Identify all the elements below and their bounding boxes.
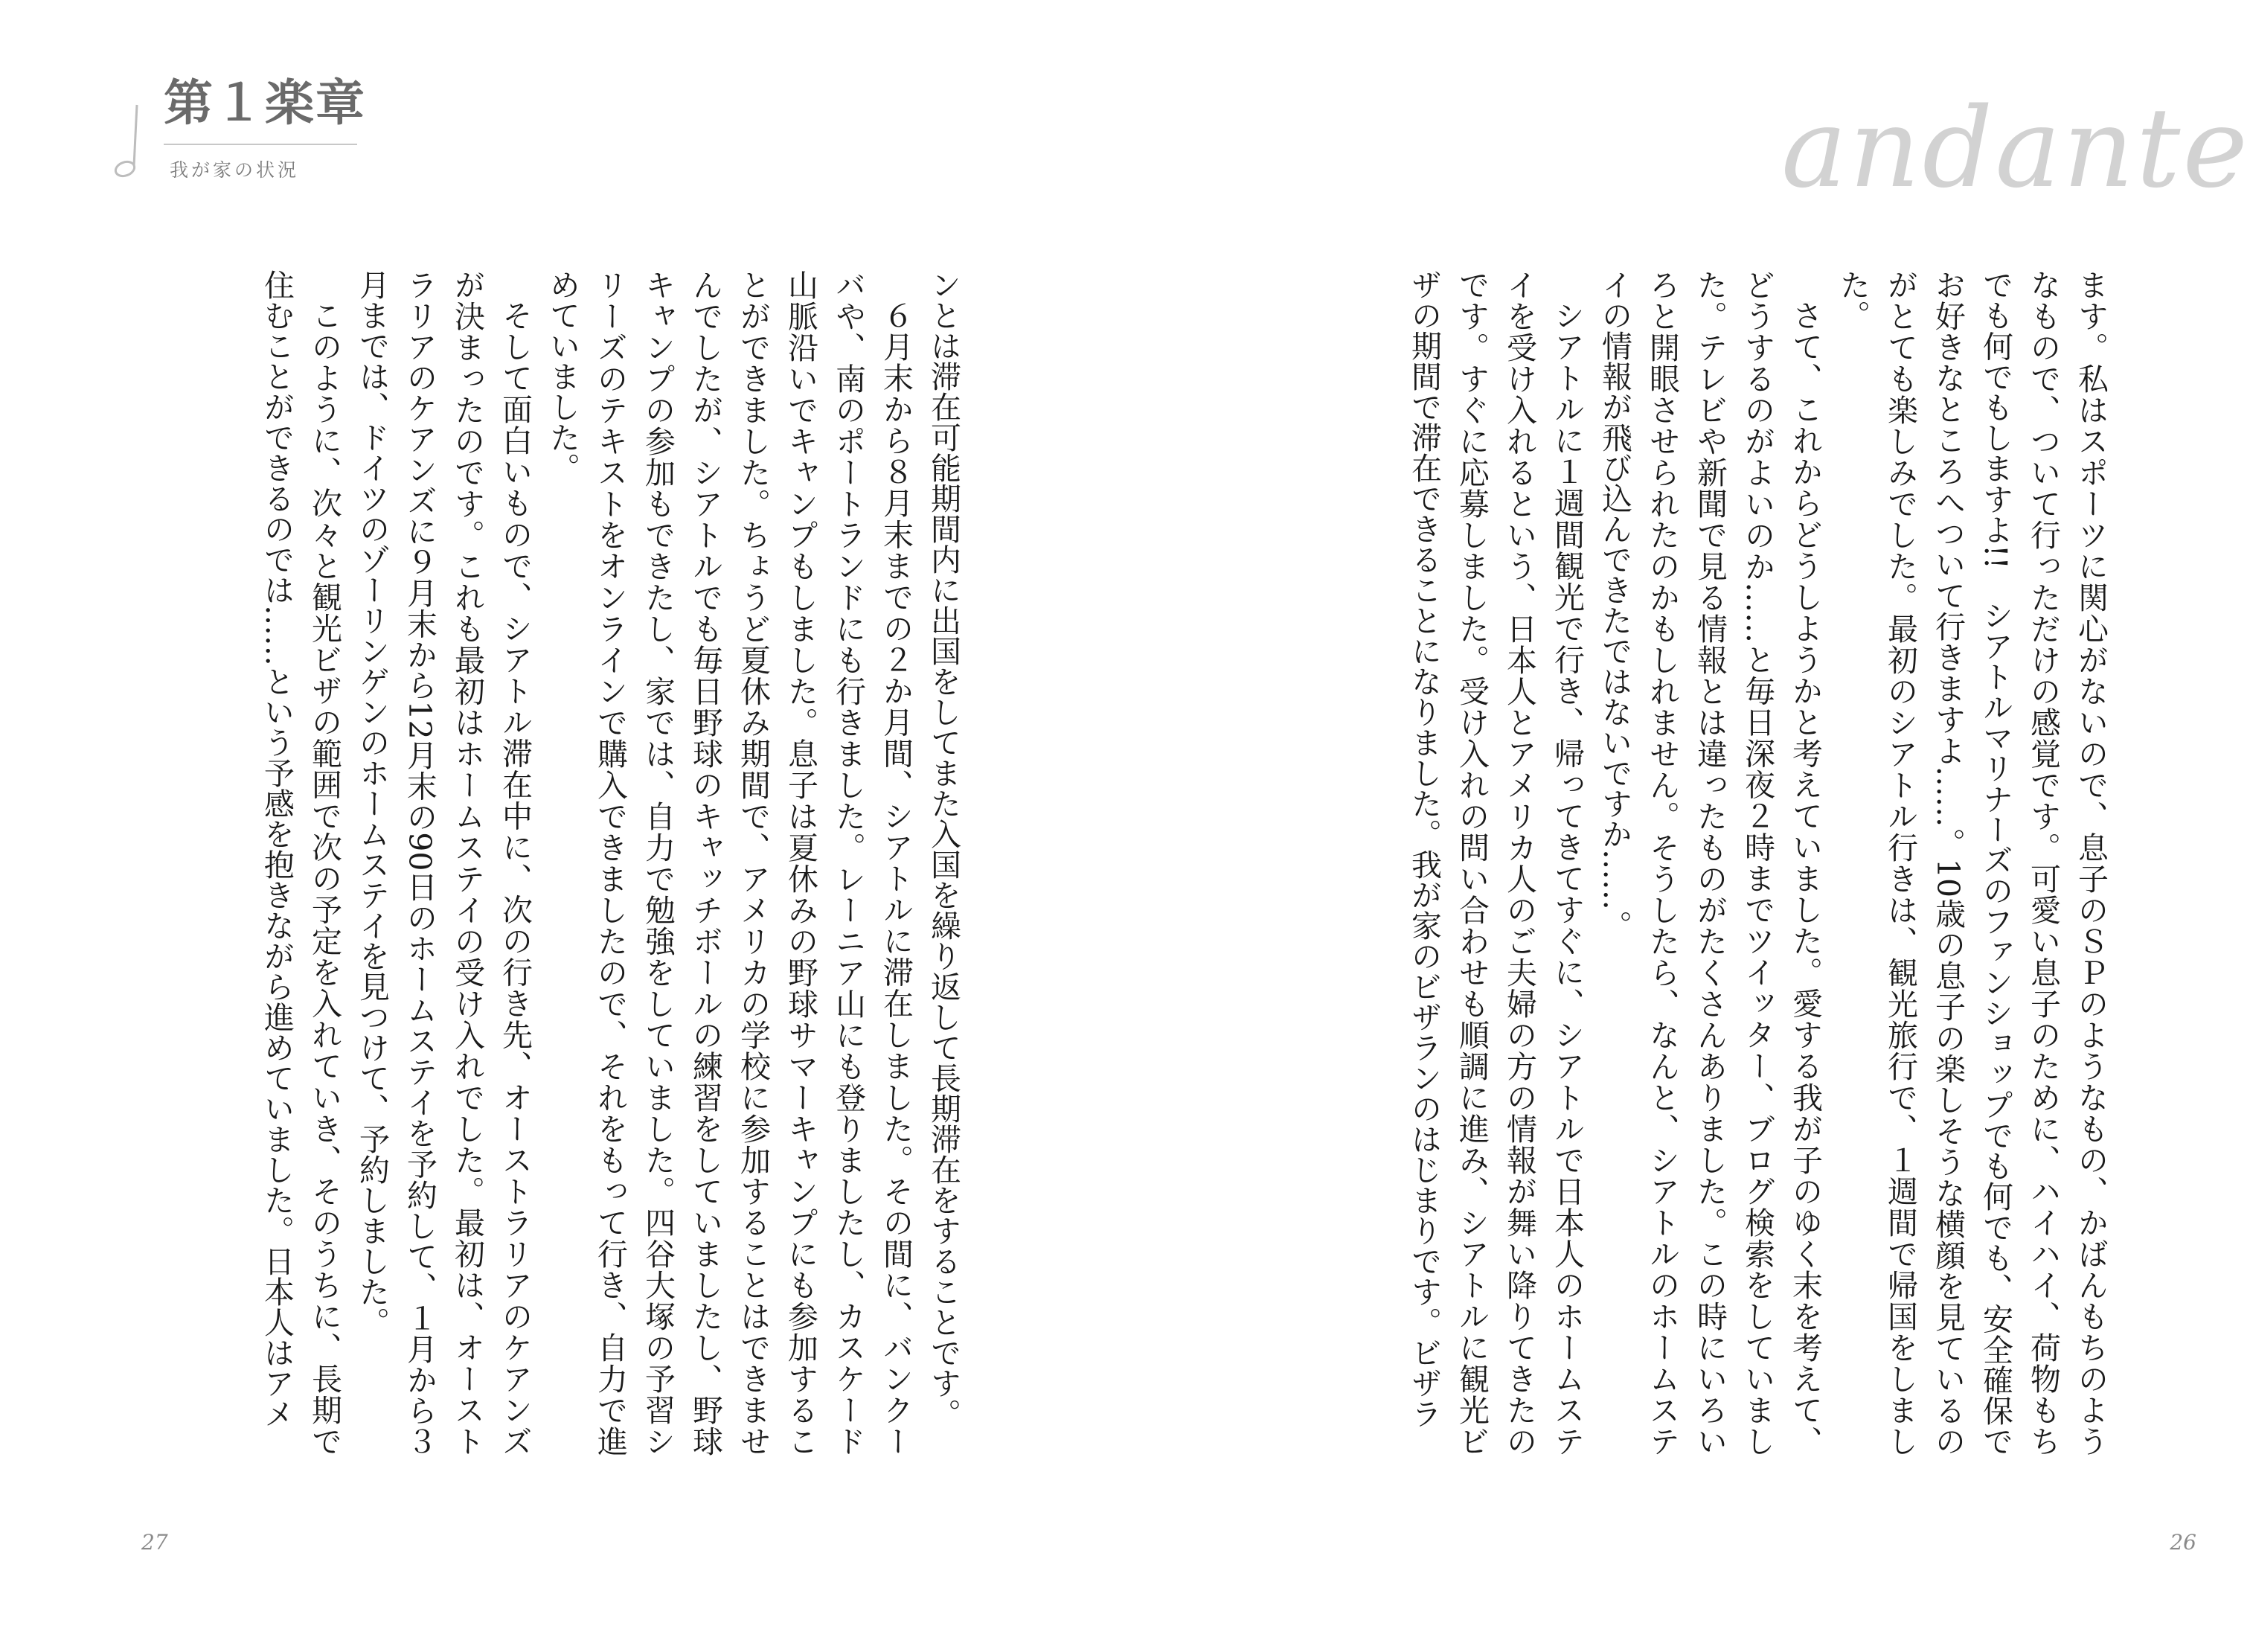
paragraph: ６月末から８月末までの２か月間、シアトルに滞在しました。その間に、バンクーバや、南のポートランドにも行きました。レーニア山にも登りましたし、カスケード山脈沿いでキャンプもしました。息子は夏休みの野球サマーキャンプにも参加することができました。ちょうど夏休み期間で、アメリカの学校に参加することはできませんでしたが、シアトルでも毎日野球のキャッチボールの練習をしていましたし、野球キャンプの参加もできたし、家では、自力で勉強をしていました。四谷大塚の予習シリーズのテキストをオンラインで購入できましたので、それをもって行き、自力で進めていました。 [545,269,914,1456]
paragraph: シアトルに１週間観光で行き、帰ってきてすぐに、シアトルで日本人のホームステイを受け入れるという、日本人とアメリカ人のご夫婦の方の情報が舞い降りてきたのです。すぐに応募しました。受け入れの問い合わせも順調に進み、シアトルに観光ビザの期間で滞在できることになりました。我が家のビザランのはじまりです。ビザラ [1406,269,1585,1456]
paragraph: ます。私はスポーツに関心がないので、息子のＳＰのようなもの、かばんもちのようなもので、ついて行っただけの感覚です。可愛い息子のために、ハイハイ、荷物もちでも何でもしますよ!! シアトルマリナーズのファンショップでも何でも、安全確保でお好きなところへついて行きますよ……。10歳の息子の楽しそうな横顔を見ているのがとても楽しみでした。最初のシアトル行きは、観光旅行で、１週間で帰国をしました。 [1835,269,2109,1456]
chapter-title-rule [164,144,357,145]
paragraph: そして面白いもので、シアトル滞在中に、次の行き先、オーストラリアのケアンズが決まったのです。これも最初はホームステイの受け入れでした。最初は、オーストラリアのケアンズに９月末から12月末の90日のホームステイを予約して、１月から３月までは、ドイツのゾーリンゲンのホームステイを見つけて、予約しました。 [354,269,533,1456]
paragraph: さて、これからどうしようかと考えていました。愛する我が子のゆく末を考えて、どうするのがよいのか……と毎日深夜２時までツイッター、ブログ検索をしていました。テレビや新聞で見る情報とは違ったものがたくさんありました。この時にいろいろと開眼させられたのかもしれません。そうしたら、なんと、シアトルのホームステイの情報が飛び込んできたではないですか……。 [1597,269,1823,1457]
music-note-icon [112,100,156,182]
paragraph: ンとは滞在可能期間内に出国をしてまた入国を繰り返して長期滞在をすることです。 [926,269,961,1429]
left-page-body [119,269,967,1456]
chapter-title: 第１楽章 [164,74,366,132]
page-number-left: 27 [141,1530,168,1555]
right-page [1125,0,2250,1652]
right-page-body [1289,269,2115,1456]
chapter-subtitle: 我が家の状況 [170,159,300,181]
page-number-right: 26 [2170,1530,2196,1555]
paragraph: このように、次々と観光ビザの範囲で次の予定を入れていき、そのうちに、長期で住むことができるのでは……という予感を抱きながら進めていました。日本人はアメ [259,269,342,1456]
running-head: andante [1781,84,2250,212]
